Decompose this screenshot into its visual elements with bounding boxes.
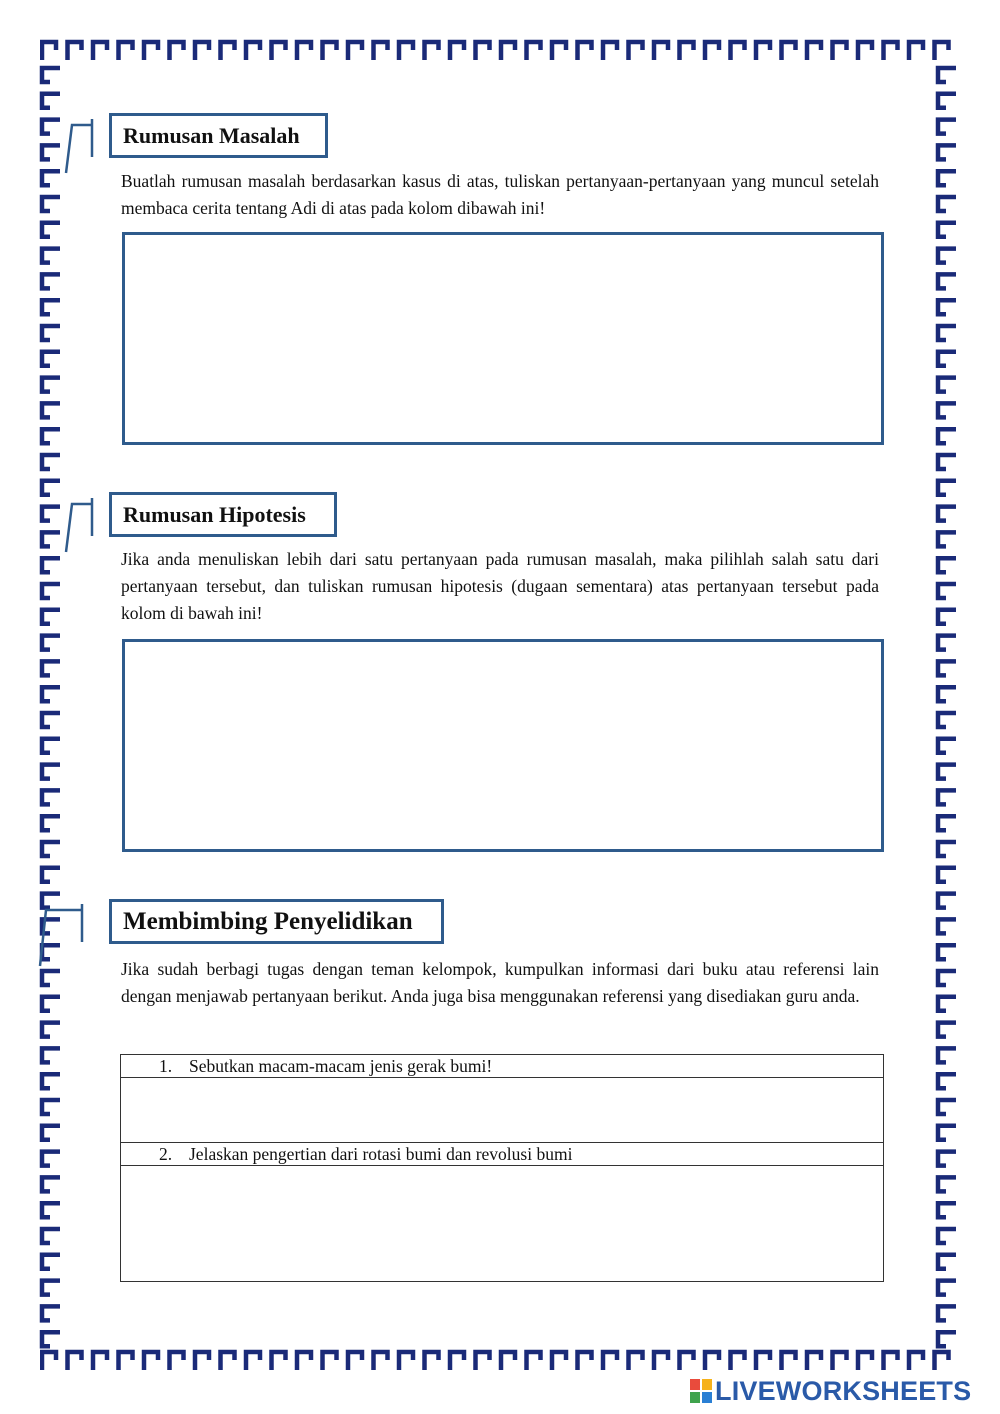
border-motif xyxy=(938,661,956,675)
border-motif xyxy=(938,481,956,495)
border-motif xyxy=(807,1352,821,1370)
border-motif xyxy=(42,145,60,159)
border-motif xyxy=(93,42,107,60)
border-motif xyxy=(603,42,617,60)
border-motif xyxy=(654,42,668,60)
border-motif xyxy=(42,68,60,82)
border-motif xyxy=(938,223,956,237)
border-motif xyxy=(938,249,956,263)
question-cell xyxy=(121,1055,884,1078)
border-motif xyxy=(938,945,956,959)
border-motif xyxy=(782,42,796,60)
border-motif xyxy=(42,1332,60,1346)
heading-rumusan-masalah: Rumusan Masalah xyxy=(109,113,328,158)
question-number: 1. xyxy=(159,1056,173,1076)
border-motif xyxy=(42,507,60,521)
section-tab-decoration xyxy=(62,494,98,554)
border-motif xyxy=(42,171,60,185)
border-motif xyxy=(42,274,60,288)
border-motif xyxy=(42,739,60,753)
border-motif xyxy=(938,610,956,624)
page-border-top xyxy=(40,38,960,64)
border-motif xyxy=(42,249,60,263)
heading-rumusan-hipotesis: Rumusan Hipotesis xyxy=(109,492,337,537)
heading-membimbing-penyelidikan: Membimbing Penyelidikan xyxy=(109,899,444,944)
border-motif xyxy=(144,1352,158,1370)
question-text: Jelaskan pengertian dari rotasi bumi dan revolusi bumi xyxy=(189,1144,573,1164)
border-motif xyxy=(195,1352,209,1370)
border-motif xyxy=(858,1352,872,1370)
border-motif xyxy=(93,1352,107,1370)
liveworksheets-logo-text: LIVEWORKSHEETS xyxy=(715,1375,972,1406)
border-motif xyxy=(119,1352,133,1370)
border-motif xyxy=(42,1229,60,1243)
border-motif xyxy=(42,120,60,134)
border-motif xyxy=(938,403,956,417)
border-motif xyxy=(42,326,60,340)
border-motif xyxy=(42,94,60,108)
instruction-rumusan-hipotesis: Jika anda menuliskan lebih dari satu pertanyaan pada rumusan masalah, maka pilihlah salah satu dari pertanyaan tersebut, dan tuliskan rumusan hipotesis (dugaan sementara) atas pertanyaan tersebut pada kolom di bawah ini! xyxy=(121,549,879,623)
border-motif xyxy=(501,1352,515,1370)
border-motif xyxy=(42,661,60,675)
border-motif xyxy=(42,971,60,985)
border-motif xyxy=(938,455,956,469)
border-motif xyxy=(938,842,956,856)
border-motif xyxy=(884,1352,898,1370)
border-motif xyxy=(399,1352,413,1370)
border-motif xyxy=(629,42,643,60)
border-motif xyxy=(629,1352,643,1370)
border-motif xyxy=(272,42,286,60)
border-motif xyxy=(42,223,60,237)
border-motif xyxy=(938,1203,956,1217)
border-motif xyxy=(42,481,60,495)
border-motif xyxy=(42,765,60,779)
border-motif xyxy=(170,1352,184,1370)
border-motif xyxy=(938,120,956,134)
border-motif xyxy=(938,145,956,159)
border-motif xyxy=(476,1352,490,1370)
border-motif xyxy=(654,1352,668,1370)
border-motif xyxy=(399,42,413,60)
border-motif xyxy=(42,1074,60,1088)
border-motif xyxy=(42,455,60,469)
border-motif xyxy=(527,1352,541,1370)
border-motif xyxy=(42,378,60,392)
border-motif xyxy=(144,42,158,60)
answer-row xyxy=(121,1166,884,1282)
border-motif xyxy=(938,171,956,185)
border-motif xyxy=(552,1352,566,1370)
border-motif xyxy=(501,42,515,60)
border-motif xyxy=(297,1352,311,1370)
border-motif xyxy=(42,403,60,417)
question-text: Sebutkan macam-macam jenis gerak bumi! xyxy=(189,1056,493,1076)
border-motif xyxy=(938,868,956,882)
border-motif xyxy=(42,1306,60,1320)
border-motif xyxy=(42,610,60,624)
border-motif xyxy=(938,94,956,108)
border-motif xyxy=(42,1023,60,1037)
border-motif xyxy=(42,1126,60,1140)
border-motif xyxy=(42,197,60,211)
border-motif xyxy=(756,1352,770,1370)
answer-row xyxy=(121,1078,884,1143)
border-motif xyxy=(782,1352,796,1370)
border-motif xyxy=(450,42,464,60)
border-motif xyxy=(42,1152,60,1166)
border-motif xyxy=(42,687,60,701)
border-motif xyxy=(42,1100,60,1114)
border-motif xyxy=(680,42,694,60)
border-motif xyxy=(833,1352,847,1370)
border-motif xyxy=(374,1352,388,1370)
border-motif xyxy=(938,1152,956,1166)
section-tab-decoration xyxy=(62,115,98,175)
border-motif xyxy=(425,42,439,60)
border-motif xyxy=(938,1281,956,1295)
border-motif xyxy=(938,765,956,779)
border-motif xyxy=(272,1352,286,1370)
border-motif xyxy=(938,429,956,443)
border-motif xyxy=(323,42,337,60)
question-row xyxy=(121,1055,884,1078)
border-motif xyxy=(909,42,923,60)
border-motif xyxy=(42,1281,60,1295)
border-motif xyxy=(42,636,60,650)
border-motif xyxy=(476,42,490,60)
page-border-left xyxy=(38,38,64,1374)
question-table xyxy=(120,1054,884,1282)
border-motif xyxy=(938,816,956,830)
border-motif xyxy=(938,68,956,82)
border-motif xyxy=(938,1023,956,1037)
border-motif xyxy=(938,507,956,521)
border-motif xyxy=(938,1048,956,1062)
border-motif xyxy=(938,352,956,366)
border-motif xyxy=(938,1332,956,1346)
border-motif xyxy=(42,558,60,572)
border-motif xyxy=(938,1074,956,1088)
liveworksheets-logo xyxy=(690,1374,971,1408)
border-motif xyxy=(938,687,956,701)
border-motif xyxy=(42,842,60,856)
border-motif xyxy=(938,1100,956,1114)
border-motif xyxy=(42,532,60,546)
border-motif xyxy=(938,197,956,211)
border-motif xyxy=(807,42,821,60)
question-cell xyxy=(121,1143,884,1166)
border-motif xyxy=(909,1352,923,1370)
border-motif xyxy=(756,42,770,60)
question-number: 2. xyxy=(159,1144,173,1164)
border-motif xyxy=(938,1255,956,1269)
answer-field-question-1[interactable] xyxy=(121,1078,884,1143)
border-motif xyxy=(938,790,956,804)
border-motif xyxy=(680,1352,694,1370)
border-motif xyxy=(938,713,956,727)
border-motif xyxy=(42,1177,60,1191)
border-motif xyxy=(348,42,362,60)
border-motif xyxy=(425,1352,439,1370)
border-motif xyxy=(938,739,956,753)
border-motif xyxy=(42,1048,60,1062)
border-motif xyxy=(221,1352,235,1370)
border-motif xyxy=(938,326,956,340)
border-motif xyxy=(42,352,60,366)
border-motif xyxy=(938,274,956,288)
section-tab-decoration xyxy=(34,900,94,970)
answer-box-rumusan-masalah[interactable] xyxy=(122,232,884,445)
border-motif xyxy=(938,532,956,546)
border-motif xyxy=(884,42,898,60)
border-motif xyxy=(938,300,956,314)
border-motif xyxy=(246,42,260,60)
page-border-bottom xyxy=(40,1348,960,1374)
instruction-rumusan-masalah: Buatlah rumusan masalah berdasarkan kasus di atas, tuliskan pertanyaan-pertanyaan yang muncul setelah membaca cerita tentang Adi di atas pada kolom dibawah ini! xyxy=(121,171,879,218)
border-motif xyxy=(221,42,235,60)
border-motif xyxy=(938,558,956,572)
border-motif xyxy=(938,971,956,985)
border-motif xyxy=(938,1177,956,1191)
question-row xyxy=(121,1143,884,1166)
border-motif xyxy=(42,997,60,1011)
border-motif xyxy=(938,636,956,650)
border-motif xyxy=(938,1126,956,1140)
border-motif xyxy=(938,1306,956,1320)
border-motif xyxy=(42,713,60,727)
border-motif xyxy=(731,42,745,60)
border-motif xyxy=(374,42,388,60)
border-motif xyxy=(578,42,592,60)
border-motif xyxy=(42,300,60,314)
page-border-right xyxy=(934,38,960,1374)
border-motif xyxy=(938,378,956,392)
border-motif xyxy=(938,584,956,598)
border-motif xyxy=(731,1352,745,1370)
border-motif xyxy=(858,42,872,60)
border-motif xyxy=(297,42,311,60)
border-motif xyxy=(42,584,60,598)
border-motif xyxy=(42,429,60,443)
liveworksheets-logo-icon xyxy=(690,1379,712,1403)
border-motif xyxy=(42,1203,60,1217)
border-motif xyxy=(705,42,719,60)
answer-field-question-2[interactable] xyxy=(121,1166,884,1282)
border-motif xyxy=(527,42,541,60)
border-motif xyxy=(42,790,60,804)
border-motif xyxy=(938,1229,956,1243)
border-motif xyxy=(450,1352,464,1370)
border-motif xyxy=(552,42,566,60)
border-motif xyxy=(68,42,82,60)
border-motif xyxy=(323,1352,337,1370)
answer-box-rumusan-hipotesis[interactable] xyxy=(122,639,884,852)
border-motif xyxy=(578,1352,592,1370)
border-motif xyxy=(119,42,133,60)
border-motif xyxy=(938,919,956,933)
instruction-membimbing-penyelidikan: Jika sudah berbagi tugas dengan teman kelompok, kumpulkan informasi dari buku atau referensi lain dengan menjawab pertanyaan berikut. Anda juga bisa menggunakan referensi yang disediakan guru anda. xyxy=(121,959,879,1006)
border-motif xyxy=(938,997,956,1011)
border-motif xyxy=(170,42,184,60)
border-motif xyxy=(68,1352,82,1370)
border-motif xyxy=(246,1352,260,1370)
border-motif xyxy=(42,816,60,830)
border-motif xyxy=(705,1352,719,1370)
border-motif xyxy=(42,1255,60,1269)
border-motif xyxy=(348,1352,362,1370)
border-motif xyxy=(42,868,60,882)
border-motif xyxy=(938,894,956,908)
border-motif xyxy=(833,42,847,60)
border-motif xyxy=(195,42,209,60)
border-motif xyxy=(603,1352,617,1370)
